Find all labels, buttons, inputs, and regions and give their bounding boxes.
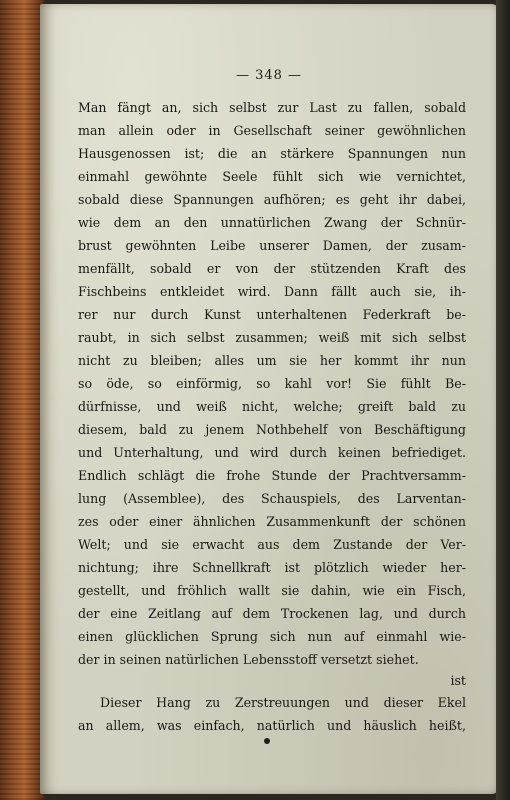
text-line: der eine Zeitlang auf dem Trockenen lag, und durch	[78, 606, 466, 621]
signature-mark	[264, 738, 270, 744]
text-line: nicht zu bleiben; alles um sie her kommt ihr nun	[78, 353, 466, 368]
text-line-paragraph-start: Dieser Hang zu Zerstreuungen und dieser Ekel	[100, 695, 466, 710]
text-line: rer nur durch Kunst unterhaltenen Federkraft be-	[78, 307, 466, 322]
paragraph-gap	[78, 671, 466, 691]
text-line: nichtung; ihre Schnellkraft ist plötzlich wieder her-	[78, 560, 466, 575]
text-line: brust gewöhnten Leibe unserer Damen, der zusam-	[78, 238, 466, 253]
catchword: ist	[450, 673, 466, 688]
text-line: dürfnisse, und weiß nicht, welche; greift bald zu	[78, 399, 466, 414]
text-line: raubt, in sich selbst zusammen; weiß mit sich selbst	[78, 330, 466, 345]
text-line: sobald diese Spannungen aufhören; es geht ihr dabei,	[78, 192, 466, 207]
text-line: und Unterhaltung, und wird durch keinen befriediget.	[78, 445, 466, 460]
text-line: Endlich schlägt die frohe Stunde der Prachtversamm-	[78, 468, 466, 483]
text-line: wie dem an den unnatürlichen Zwang der Schnür-	[78, 215, 466, 230]
text-line: einen glücklichen Sprung sich nun auf einmahl wie-	[78, 629, 466, 644]
text-line: Man fängt an, sich selbst zur Last zu fallen, sobald	[78, 100, 466, 115]
text-line: menfällt, sobald er von der stützenden Kraft des	[78, 261, 466, 276]
text-line: zes oder einer ähnlichen Zusammenkunft der schönen	[78, 514, 466, 529]
text-line: Fischbeins entkleidet wird. Dann fällt auch sie, ih-	[78, 284, 466, 299]
text-line: Welt; und sie erwacht aus dem Zustande der Ver-	[78, 537, 466, 552]
text-line: diesem, bald zu jenem Nothbehelf von Beschäftigung	[78, 422, 466, 437]
text-line: lung (Assemblee), des Schauspiels, des Larventan-	[78, 491, 466, 506]
page-number-header: — 348 —	[235, 68, 303, 83]
text-line: einmahl gewöhnte Seele fühlt sich wie vernichtet,	[78, 169, 466, 184]
text-line-paragraph-end: der in seinen natürlichen Lebensstoff versetzt siehet.	[78, 652, 419, 667]
text-line: gestellt, und fröhlich wallt sie dahin, wie ein Fisch,	[78, 583, 466, 598]
page-edge-shadow	[496, 0, 510, 800]
body-text	[78, 96, 466, 737]
text-line: man allein oder in Gesellschaft seiner gewöhnlichen	[78, 123, 466, 138]
book-binding	[0, 0, 44, 800]
text-line: so öde, so einförmig, so kahl vor! Sie fühlt Be-	[78, 376, 466, 391]
text-line: Hausgenossen ist; die an stärkere Spannungen nun	[78, 146, 466, 161]
text-line: an allem, was einfach, natürlich und häuslich heißt,	[78, 718, 466, 733]
